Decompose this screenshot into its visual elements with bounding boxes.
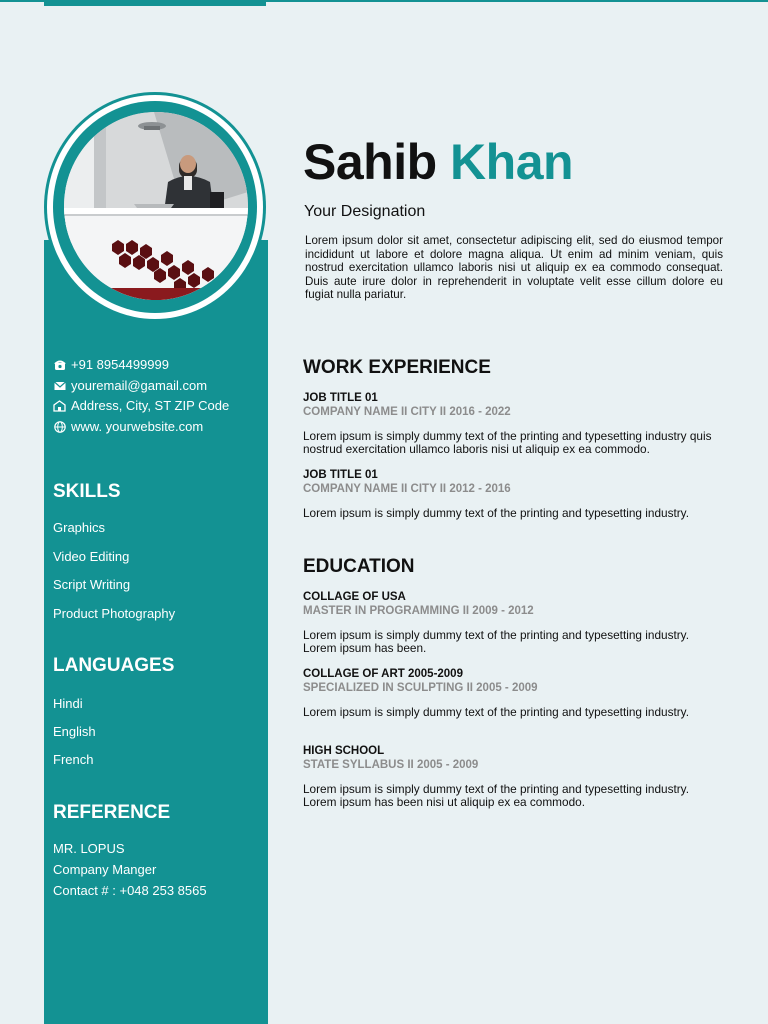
work-experience-heading: WORK EXPERIENCE bbox=[303, 357, 491, 378]
person-name bbox=[303, 132, 573, 192]
work-entry bbox=[303, 391, 723, 456]
globe-icon bbox=[53, 420, 66, 433]
contact-website[interactable] bbox=[53, 417, 229, 438]
contact-email-text: youremail@gamail.com bbox=[71, 377, 208, 393]
entry-subtitle: SPECIALIZED IN SCULPTING II 2005 - 2009 bbox=[303, 682, 538, 694]
contact-phone[interactable] bbox=[53, 355, 229, 376]
contact-address bbox=[53, 396, 229, 417]
skills-list bbox=[53, 521, 175, 636]
list-item: French bbox=[53, 752, 94, 767]
entry-description: Lorem ipsum is simply dummy text of the printing and typesetting industry. Lorem ipsum has been nisi ut aliquip ex ea commodo. bbox=[303, 782, 689, 810]
designation: Your Designation bbox=[304, 203, 426, 220]
languages-list bbox=[53, 697, 96, 781]
entry-subtitle: COMPANY NAME II CITY II 2012 - 2016 bbox=[303, 483, 511, 495]
education-heading: EDUCATION bbox=[303, 556, 415, 577]
education-entry bbox=[303, 744, 723, 809]
reference-heading: REFERENCE bbox=[53, 802, 171, 823]
list-item: Video Editing bbox=[53, 548, 130, 564]
entry-description: Lorem ipsum is simply dummy text of the printing and typesetting industry. bbox=[303, 506, 689, 520]
phone-icon bbox=[53, 359, 66, 372]
entry-title: COLLAGE OF USA bbox=[303, 591, 406, 603]
first-name: Sahib bbox=[303, 134, 437, 190]
last-name: Khan bbox=[450, 134, 574, 190]
entry-description: Lorem ipsum is simply dummy text of the printing and typesetting industry quis nostrud exercitation ullamco laboris nisi ut aliquip ex ea commodo. bbox=[303, 429, 712, 457]
entry-title: JOB TITLE 01 bbox=[303, 469, 378, 481]
profile-photo bbox=[64, 112, 248, 300]
work-entry bbox=[303, 468, 723, 520]
contact-email[interactable] bbox=[53, 376, 229, 397]
education-entry bbox=[303, 667, 723, 719]
entry-subtitle: MASTER IN PROGRAMMING II 2009 - 2012 bbox=[303, 605, 534, 617]
education-entry bbox=[303, 590, 723, 655]
email-icon bbox=[53, 379, 66, 392]
languages-heading: LANGUAGES bbox=[53, 655, 175, 676]
address-icon bbox=[53, 400, 66, 413]
summary-text: Lorem ipsum dolor sit amet, consectetur adipiscing elit, sed do eiusmod tempor incididunt ut labore et dolore magna aliqua. Ut enim ad minim veniam, quis nostrud exercitation ullamco laboris nisi ut aliquip ex ea commodo consequat. Duis aute irure dolor in reprehenderit in voluptate velit esse cillum dolore eu fugiat nulla pariatur. bbox=[305, 234, 723, 302]
entry-title: COLLAGE OF ART 2005-2009 bbox=[303, 668, 463, 680]
contact-website-text: www. yourwebsite.com bbox=[71, 418, 204, 434]
reference-list bbox=[53, 842, 207, 905]
reference-contact: Contact # : +048 253 8565 bbox=[53, 883, 207, 898]
entry-description: Lorem ipsum is simply dummy text of the printing and typesetting industry. bbox=[303, 705, 689, 719]
entry-subtitle: STATE SYLLABUS II 2005 - 2009 bbox=[303, 759, 479, 771]
contact-list bbox=[53, 355, 229, 437]
list-item: English bbox=[53, 724, 96, 739]
entry-title: HIGH SCHOOL bbox=[303, 745, 385, 757]
top-accent-bar bbox=[44, 0, 266, 6]
entry-title: JOB TITLE 01 bbox=[303, 392, 378, 404]
list-item: Script Writing bbox=[53, 577, 131, 593]
reference-role: Company Manger bbox=[53, 862, 157, 877]
entry-subtitle: COMPANY NAME II CITY II 2016 - 2022 bbox=[303, 406, 511, 418]
skills-heading: SKILLS bbox=[53, 481, 121, 502]
reference-name: MR. LOPUS bbox=[53, 841, 125, 856]
list-item: Hindi bbox=[53, 696, 83, 711]
contact-phone-text: +91 8954499999 bbox=[71, 357, 169, 373]
list-item: Graphics bbox=[53, 520, 106, 535]
list-item: Product Photography bbox=[53, 606, 176, 622]
contact-address-text: Address, City, ST ZIP Code bbox=[71, 398, 230, 414]
entry-description: Lorem ipsum is simply dummy text of the printing and typesetting industry. Lorem ipsum has been. bbox=[303, 628, 689, 656]
